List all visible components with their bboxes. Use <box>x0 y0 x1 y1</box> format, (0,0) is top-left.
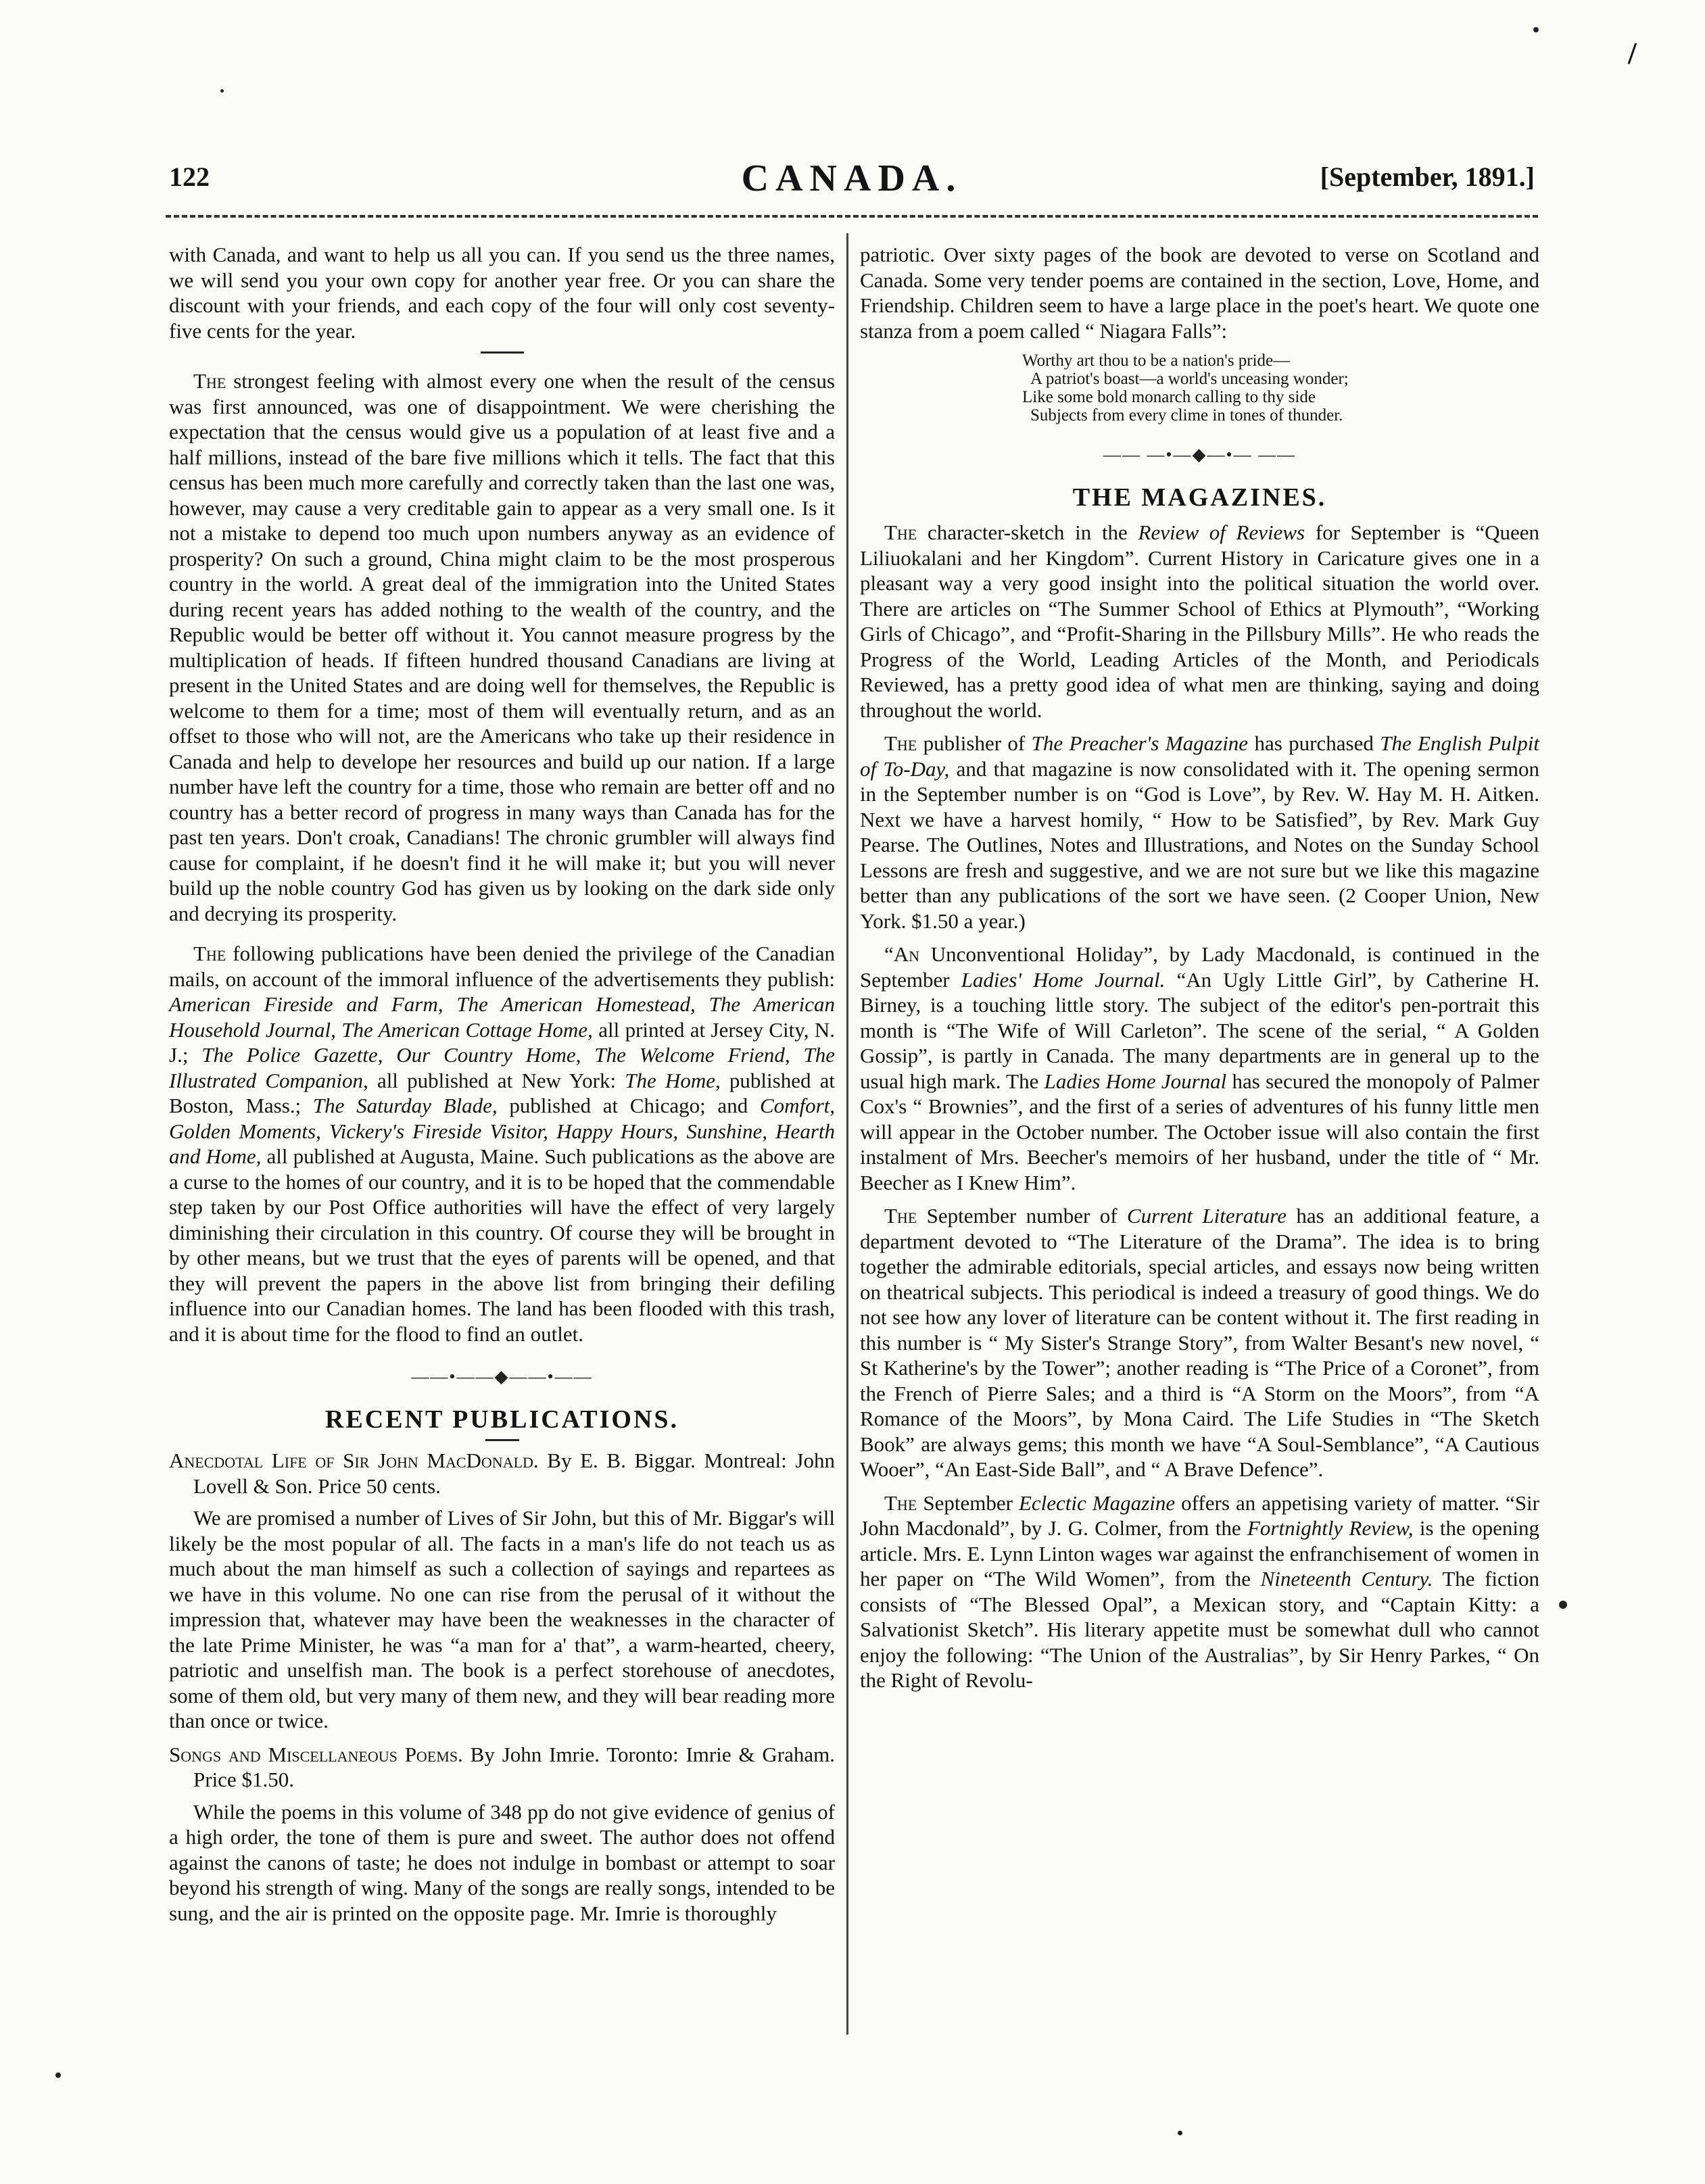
paragraph-banned-publications <box>169 941 835 1346</box>
paragraph-text: following publications have been denied the privilege of the Canadian mails, on account of the immoral influence of the advertisements they publish: <box>169 942 835 991</box>
paragraph-text: publisher of <box>923 731 1026 755</box>
book-meta: By E. B. Biggar. Montreal: John Lovell & Son. Price 50 cents. <box>193 1449 835 1498</box>
lead-word: The <box>884 731 917 755</box>
poem-line: A patriot's boast—a world's unceasing wonder; <box>1030 370 1349 388</box>
scan-speck <box>1533 27 1539 32</box>
paragraph-text: has purchased <box>1254 731 1374 755</box>
paragraph-text: character-sketch in the <box>927 520 1128 544</box>
lead-word: The <box>193 942 226 965</box>
paragraph-text: has an additional feature, a department devoted to “The Literature of the Drama”. The idea is to bring together the admirable editorials, special articles, and essays now being written on theatrical subjects. This periodical is indeed a treasury of good things. We do not see how any lover of literature can be content without it. The first reading in this number is “ My Sister's Strange Story”, from Walter Besant's new novel, “ St Katherine's by the Tower”; another reading is “The Price of a Coronet”, from the French of Pierre Sales; and a third is “A Storm on the Moors”, from “A Romance of the Moors”, by Mona Caird. The Life Studies in “The Sketch Book” are always gems; this month we have “A Soul-Semblance”, “A Cautious Wooer”, “An East-Side Ball”, and “ A Brave Defence”. <box>860 1204 1540 1481</box>
column-divider <box>846 233 848 2035</box>
paragraph-text: Unconventional Holiday”, by Lady Macdonald, is continued in the September <box>860 942 1539 992</box>
paragraph-text: all published at New York: <box>377 1068 617 1092</box>
paragraph-text: The fiction consists of “The Blessed Opal”, a Mexican story, and “Captain Kitty: a Salvationist Sketch”. His literary appetite must be somewhat dull who cannot enjoy the following: “The Union of the Australias”, by Sir Henry Parkes, “ On the Right of Revolu- <box>860 1567 1539 1692</box>
scan-speck <box>1178 2131 1182 2135</box>
scan-speck <box>1559 1601 1567 1609</box>
book-entry <box>169 1742 835 1793</box>
margin-slash-mark: / <box>1628 36 1637 70</box>
publication-title: CANADA. <box>741 157 963 199</box>
magazine-paragraph <box>860 1203 1539 1482</box>
page-number: 122 <box>169 162 210 192</box>
short-rule <box>481 351 524 354</box>
scan-speck <box>55 2072 61 2078</box>
italic-title: Review of Reviews <box>1138 520 1305 544</box>
scan-speck <box>220 89 224 93</box>
magazine-paragraph <box>860 731 1539 933</box>
paragraph-text: offers an appetising variety of matter. “Sir John Macdonald”, by J. G. Colmer, from the <box>860 1490 1539 1540</box>
poem-stanza <box>860 351 1539 424</box>
lead-word: The <box>884 520 917 544</box>
italic-titles: The Saturday Blade, <box>312 1094 498 1117</box>
lead-word: The <box>884 1204 917 1228</box>
header-rule <box>166 215 1538 218</box>
short-rule <box>485 1439 519 1441</box>
paragraph-subscription: with Canada, and want to help us all you can. If you send us the three names, we will send you your own copy for another year free. Or you can share the discount with your friends, and each copy of the four will only cost seventy-five cents for the year. <box>169 243 835 343</box>
italic-title: Current Literature <box>1126 1204 1287 1228</box>
paragraph-text: “An Ugly Little Girl”, by Catherine H. Birney, is a touching little story. The subject of the editor's pen-portrait this month is “The Wife of Will Carleton”. The scene of the serial, “ A Golden Gossip”, is partly in Canada. The many departments are in general up to the usual high mark. The <box>860 967 1540 1093</box>
italic-titles: American Fireside and Farm, The American Homestead, The American Household Journal, The American Cottage Home, <box>169 992 835 1042</box>
book-review: While the poems in this volume of 348 pp do not give evidence of genius of a high order, the tone of them is pure and sweet. The author does not offend against the canons of taste; he does not indulge in bombast or attempt to soar beyond his strength of wing. Many of the songs are really songs, intended to be sung, and the air is printed on the opposite page. Mr. Imrie is thoroughly <box>169 1799 835 1925</box>
book-review: We are promised a number of Lives of Sir John, but this of Mr. Biggar's will likely be the most popular of all. The facts in a man's life do not teach us as much about the man himself as such a collection of sayings and repartees as we have in this volume. No one can rise from the perusal of it without the impression that, whatever may have been the weaknesses in the character of the late Prime Minister, he was “a man for a' that”, a warm-hearted, cheery, patriotic and unselfish man. The book is a perfect storehouse of anecdotes, some of them old, but very many of them new, and they will bear reading more than once or twice. <box>169 1506 835 1732</box>
page-header <box>169 157 1535 204</box>
paragraph-text: all published at Augusta, Maine. Such publications as the above are a curse to the homes of our country, and it is to be hoped that the commendable step taken by our Post Office authorities will have the effect of very largely diminishing their circulation in this country. Of course they will be brought in by other means, but we trust that the eyes of parents will be opened, and that they will prevent the papers in the above list from bringing their defiling influence into our Canadian homes. The land has been flooded with this trash, and it is about time for the flood to find an outlet. <box>169 1144 835 1346</box>
paragraph-continued: patriotic. Over sixty pages of the book are devoted to verse on Scotland and Canada. Some very tender poems are contained in the section, Love, Home, and Friendship. Children seem to have a large place in the poet's heart. We quote one stanza from a poem called “ Niagara Falls”: <box>860 243 1539 343</box>
italic-titles: Comfort, Golden Moments, Vickery's Fireside Visitor, Happy Hours, Sunshine, Hearth and Home, <box>169 1094 836 1168</box>
section-ornament: —— —•—◆—•— —— <box>1103 445 1297 464</box>
italic-titles: The Home, <box>625 1068 721 1092</box>
book-title: Songs and Miscellaneous Poems. <box>169 1742 463 1766</box>
italic-title: Fortnightly Review, <box>1247 1516 1414 1540</box>
italic-title: The Preacher's Magazine <box>1031 731 1249 755</box>
issue-date: [September, 1891.] <box>1320 162 1535 192</box>
poem-line: Subjects from every clime in tones of thunder. <box>1030 406 1343 424</box>
paragraph-text: September <box>923 1490 1013 1515</box>
lead-word: The <box>193 369 226 393</box>
italic-title: Ladies Home Journal <box>1044 1069 1227 1093</box>
section-heading-magazines: THE MAGAZINES. <box>1072 483 1327 512</box>
book-title: Anecdotal Life of Sir John MacDonald. <box>169 1449 539 1472</box>
italic-titles: The Police Gazette, Our Country Home, The Welcome Friend, The Illustrated Companion, <box>169 1043 835 1092</box>
paragraph-text: strongest feeling with almost every one when the result of the census was first announced, was one of disappointment. We were cherishing the expectation that the census would give us a population of at least five and a half millions, instead of the bare five millions which it tells. The fact that this census has been much more carefully and correctly taken than the last one was, however, may cause a very creditable gain to appear as a very small one. Is it not a mistake to depend too much upon numbers anyway as an evidence of prosperity? On such a ground, China might claim to be the most prosperous country in the world. A great deal of the immigration into the United States during recent years has added nothing to the wealth of the country, and the Republic would be better off without it. You cannot measure progress by the multiplication of heads. If fifteen hundred thousand Canadians are living at present in the United States and are doing well for themselves, the Republic is welcome to them for a time; most of them will eventually return, and as an offset to those who will not, are the Americans who take up their residence in Canada and help to develope her resources and build up our nation. If a large number have left the country for a time, those who remain are better off and no country has a better record of progress in many ways than Canada has for the past ten years. Don't croak, Canadians! The chronic grumbler will always find cause for complaint, if he doesn't find it he will make it; but you will never build up the noble country God has given us by looking on the dark side only and decrying its prosperity. <box>169 369 835 925</box>
section-heading-recent-publications: RECENT PUBLICATIONS. <box>325 1405 679 1434</box>
paragraph-text: published at Chicago; and <box>509 1094 748 1117</box>
book-meta: By John Imrie. Toronto: Imrie & Graham. Price $1.50. <box>193 1742 835 1791</box>
paragraph-text: all printed at Jersey City, N. J.; <box>169 1017 836 1067</box>
italic-title: Nineteenth Century. <box>1260 1567 1433 1591</box>
italic-title: Eclectic Magazine <box>1018 1490 1176 1515</box>
poem-line: Worthy art thou to be a nation's pride— <box>1022 351 1291 370</box>
left-column <box>169 242 835 1934</box>
paragraph-text: published at Boston, Mass.; <box>169 1068 836 1117</box>
paragraph-text: September number of <box>926 1204 1118 1228</box>
magazine-paragraph <box>860 1490 1539 1693</box>
section-ornament: ——•——◆——•—— <box>411 1367 593 1386</box>
italic-title: The English Pulpit of To-Day, <box>860 731 1540 781</box>
paragraph-text: is the opening article. Mrs. E. Lynn Linton wages war against the enfranchisement of women in her paper on “The Wild Women”, from the <box>860 1516 1540 1591</box>
right-column <box>860 242 1539 1701</box>
lead-word: “An <box>884 942 920 966</box>
paragraph-text: has secured the monopoly of Palmer Cox's “ Brownies”, and the first of a series of adventures of his funny little men will appear in the October number. The October issue will also contain the first instalment of Mrs. Beecher's memoirs of her husband, under the title of “ Mr. Beecher as I Knew Him”. <box>860 1069 1540 1194</box>
poem-line: Like some bold monarch calling to thy side <box>1022 388 1316 406</box>
magazine-paragraph <box>860 520 1539 723</box>
paragraph-census <box>169 368 835 926</box>
book-entry <box>169 1448 835 1499</box>
paragraph-text: for September is “Queen Liliuokalani and her Kingdom”. Current History in Caricature gives one in a pleasant way a very good insight into the political situation the world over. There are articles on “The Summer School of Ethics at Plymouth”, “Working Girls of Chicago”, and “Profit-Sharing in the Pillsbury Mills”. He who reads the Progress of the World, Leading Articles of the Month, and Periodicals Reviewed, has a pretty good idea of what men are thinking, saying and doing throughout the world. <box>860 520 1539 722</box>
lead-word: The <box>884 1490 917 1515</box>
italic-title: Ladies' Home Journal. <box>961 967 1166 992</box>
paragraph-text: and that magazine is now consolidated with it. The opening sermon in the September number is on “God is Love”, by Rev. W. Hay M. H. Aitken. Next we have a harvest homily, “ How to be Satisfied”, by Rev. Mark Guy Pearse. The Outlines, Notes and Illustrations, and Notes on the Sunday School Lessons are fresh and suggestive, and we are not sure but we like this magazine better than any publications of the sort we have seen. (2 Cooper Union, New York. $1.50 a year.) <box>860 756 1539 933</box>
magazine-paragraph <box>860 942 1539 1195</box>
